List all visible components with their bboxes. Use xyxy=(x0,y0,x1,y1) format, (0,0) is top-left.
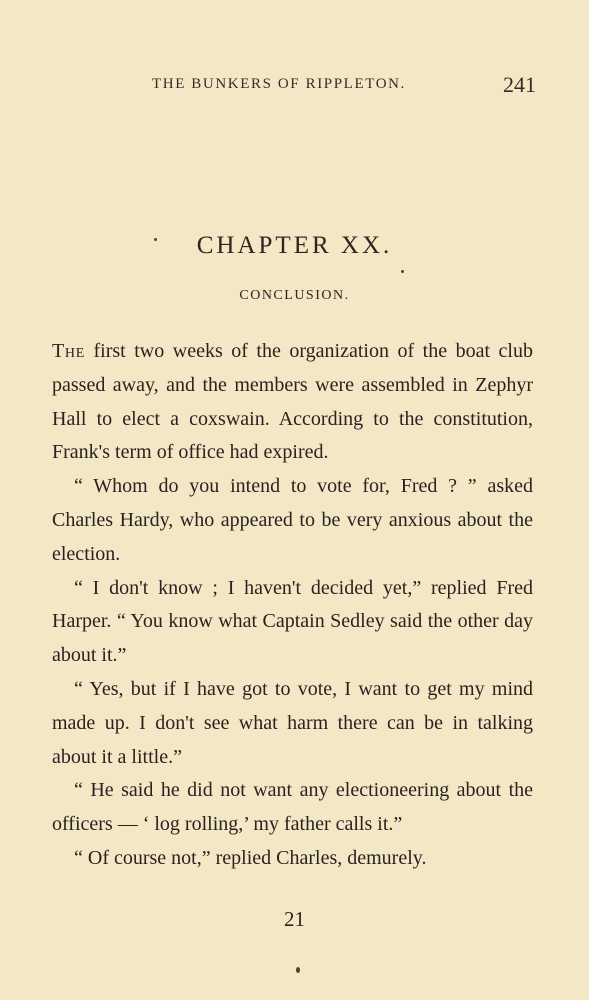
paragraph-3: “ I don't know ; I haven't decided yet,” replied Fred Harper. “ You know what Captain Sedley said the other day about it.” xyxy=(52,576,533,667)
paragraph-4: “ Yes, but if I have got to vote, I want to get my mind made up. I don't see what harm there can be in talking about it a little.” xyxy=(52,677,533,768)
stray-mark xyxy=(296,967,300,973)
page-header xyxy=(52,73,536,97)
signature-mark: 21 xyxy=(284,907,305,931)
chapter-subtitle: CONCLUSION. xyxy=(239,288,350,303)
paragraph-1 xyxy=(52,335,533,470)
body-text xyxy=(52,335,533,876)
chapter-title: CHAPTER XX. xyxy=(196,232,393,259)
paragraph-6: “ Of course not,” replied Charles, demurely. xyxy=(74,846,427,869)
paragraph-5: “ He said he did not want any electioneering about the officers — ‘ log rolling,’ my father calls it.” xyxy=(52,779,533,836)
running-title: THE BUNKERS OF RIPPLETON. xyxy=(152,76,406,92)
paragraph-2: “ Whom do you intend to vote for, Fred ? ” asked Charles Hardy, who appeared to be very anxious about the election. xyxy=(52,475,533,565)
paragraph-1-text: first two weeks of the organization of the boat club passed away, and the members were assembled in Zephyr Hall to elect a coxswain. According to the constitution, Frank's term of office had expired. xyxy=(52,340,533,464)
stray-mark xyxy=(401,270,404,273)
stray-mark xyxy=(154,238,157,241)
page-number: 241 xyxy=(503,72,536,97)
paragraph-lead-in: The xyxy=(52,340,85,362)
